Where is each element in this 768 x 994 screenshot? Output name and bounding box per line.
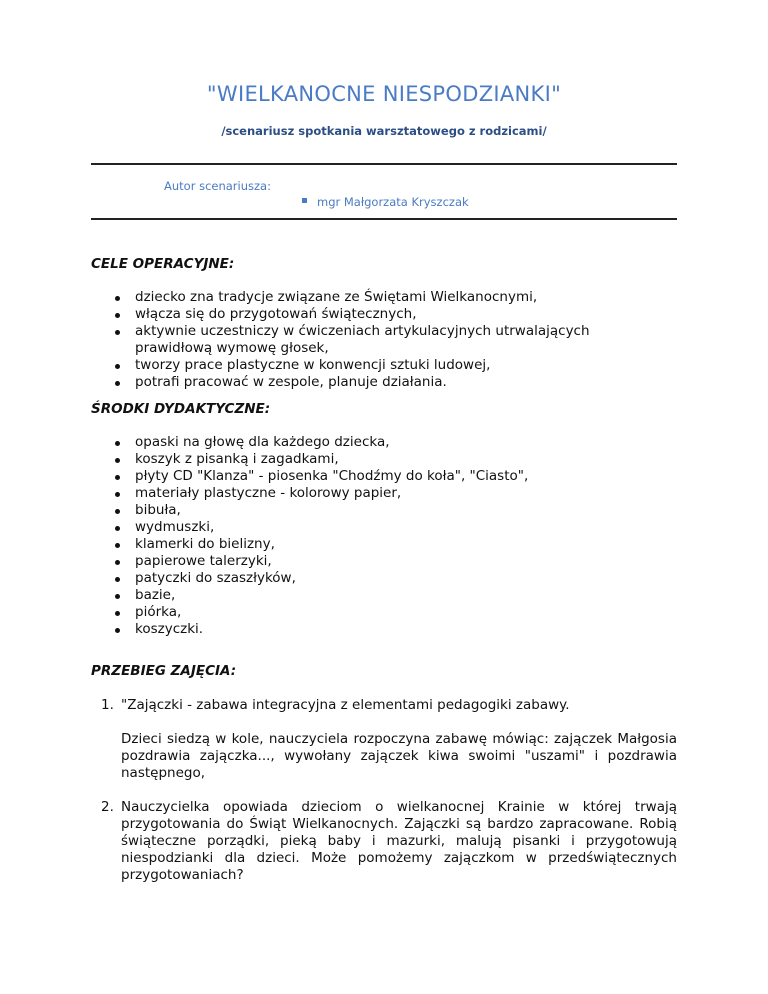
course-heading: PRZEBIEG ZAJĘCIA:: [91, 663, 237, 679]
bullet-icon: [115, 313, 120, 318]
course-step-2: [91, 799, 677, 884]
top-divider: [91, 163, 677, 165]
bullet-icon: [115, 364, 120, 369]
author-name: mgr Małgorzata Kryszczak: [317, 195, 469, 209]
bullet-icon: [115, 577, 120, 582]
list-item: papierowe talerzyki,: [91, 553, 691, 570]
course-steps: [91, 697, 677, 714]
bullet-icon: [115, 492, 120, 497]
list-item: bibuła,: [91, 502, 691, 519]
list-item: potrafi pracować w zespole, planuje działania.: [91, 374, 691, 391]
step-title: "Zajączki - zabawa integracyjna z elementami pedagogiki zabawy.: [121, 697, 570, 713]
step-number: 1.: [101, 697, 114, 713]
bullet-icon: [115, 381, 120, 386]
list-item: włącza się do przygotowań świątecznych,: [91, 306, 691, 323]
goals-heading: CELE OPERACYJNE:: [91, 256, 235, 272]
list-item: aktywnie uczestniczy w ćwiczeniach artykulacyjnych utrwalających prawidłową wymowę głosek,: [91, 323, 605, 357]
document-subtitle: /scenariusz spotkania warsztatowego z rodzicami/: [221, 124, 547, 138]
bottom-divider: [91, 218, 677, 220]
list-item: opaski na głowę dla każdego dziecka,: [91, 434, 691, 451]
bullet-icon: [115, 594, 120, 599]
course-step-2-block: [91, 799, 677, 884]
list-item: koszyczki.: [91, 621, 691, 638]
bullet-icon: [115, 543, 120, 548]
author-label: Autor scenariusza:: [164, 179, 271, 193]
list-item: tworzy prace plastyczne w konwencji sztuki ludowej,: [91, 357, 691, 374]
course-step-1-body-block: [91, 731, 677, 782]
goals-list: [91, 289, 691, 391]
list-item: patyczki do szaszłyków,: [91, 570, 691, 587]
list-item: bazie,: [91, 587, 691, 604]
bullet-icon: [115, 560, 120, 565]
document-title: "WIELKANOCNE NIESPODZIANKI": [206, 82, 562, 106]
square-bullet-icon: [302, 198, 307, 203]
materials-heading: ŚRODKI DYDAKTYCZNE:: [91, 401, 271, 417]
author-name-row: [302, 195, 469, 209]
bullet-icon: [115, 330, 120, 335]
step-body: Nauczycielka opowiada dzieciom o wielkanocnej Krainie w której trwają przygotowania do Świąt Wielkanocnych. Zajączki są bardzo zapracowane. Robią świąteczne porządki, pieką baby i mazurki, malują pisanki i przygotowują niespodzianki dla dzieci. Może pomożemy zajączkom w przedświątecznych przygotowaniach?: [121, 799, 677, 883]
bullet-icon: [115, 458, 120, 463]
step-body: Dzieci siedzą w kole, nauczyciela rozpoczyna zabawę mówiąc: zajączek Małgosia pozdrawia zajączka..., wywołany zajączek kiwa swoimi "uszami" i pozdrawia następnego,: [121, 731, 677, 781]
course-step-1: [91, 697, 677, 714]
bullet-icon: [115, 441, 120, 446]
bullet-icon: [115, 296, 120, 301]
list-item: klamerki do bielizny,: [91, 536, 691, 553]
materials-list: [91, 434, 691, 638]
bullet-icon: [115, 526, 120, 531]
list-item: koszyk z pisanką i zagadkami,: [91, 451, 691, 468]
list-item: piórka,: [91, 604, 691, 621]
bullet-icon: [115, 509, 120, 514]
list-item: wydmuszki,: [91, 519, 691, 536]
list-item: dziecko zna tradycje związane ze Świętami Wielkanocnymi,: [91, 289, 691, 306]
list-item: materiały plastyczne - kolorowy papier,: [91, 485, 691, 502]
list-item: płyty CD "Klanza" - piosenka "Chodźmy do koła", "Ciasto",: [91, 468, 691, 485]
bullet-icon: [115, 628, 120, 633]
step-number: 2.: [101, 799, 114, 815]
bullet-icon: [115, 611, 120, 616]
bullet-icon: [115, 475, 120, 480]
